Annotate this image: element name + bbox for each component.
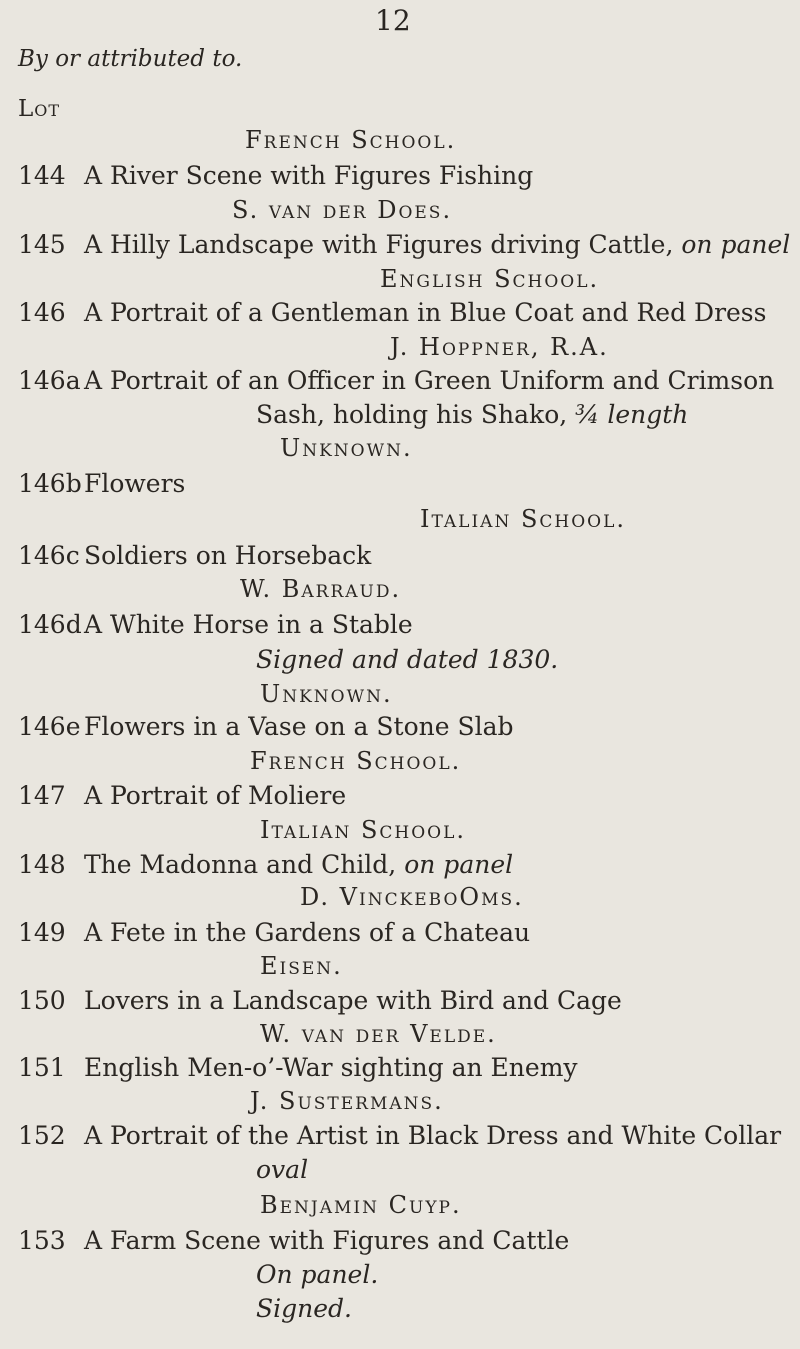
artist-attribution: Italian School.	[260, 816, 467, 844]
artist-attribution: Unknown.	[280, 434, 413, 462]
lot-title-text: Flowers in a Vase on a Stone Slab	[84, 712, 514, 741]
lot-number: 152	[18, 1121, 66, 1150]
lot-number: 149	[18, 918, 66, 947]
artist-attribution: Unknown.	[260, 680, 393, 708]
artist-attribution: J. Hoppner, R.A.	[390, 333, 609, 361]
lot-title	[84, 230, 790, 259]
lot-title	[84, 781, 346, 810]
artist-attribution: Benjamin Cuyp.	[260, 1191, 462, 1219]
lot-title	[84, 1121, 781, 1150]
lot-title	[84, 1053, 578, 1082]
artist-attribution: French School.	[250, 747, 462, 775]
lot-title-text: A Fete in the Gardens of a Chateau	[84, 918, 531, 947]
lot-number: 146b	[18, 469, 82, 498]
lot-number: 146d	[18, 610, 82, 639]
lot-title	[84, 986, 622, 1015]
artist-attribution: W. Barraud.	[240, 575, 402, 603]
lot-note: ¾ length	[567, 400, 689, 429]
lot-number: 148	[18, 850, 66, 879]
annotation-text: Signed and dated 1830.	[256, 645, 559, 674]
artist-attribution: J. Sustermans.	[250, 1087, 444, 1115]
lot-title-text: Flowers	[84, 469, 186, 498]
lot-column-header: Lot	[18, 96, 61, 122]
lot-title	[84, 1226, 569, 1255]
lot-title	[84, 469, 185, 498]
annotation-text: Signed.	[256, 1294, 352, 1323]
lot-title	[84, 610, 413, 639]
lot-title-text: Soldiers on Horseback	[84, 541, 372, 570]
lot-title	[84, 712, 514, 741]
artist-attribution: W. van der Velde.	[260, 1020, 497, 1048]
lot-number: 144	[18, 161, 66, 190]
continuation-text: Sash, holding his Shako,	[256, 400, 568, 429]
artist-attribution: English School.	[380, 265, 600, 293]
lot-title-text: A White Horse in a Stable	[84, 610, 413, 639]
lot-number: 146	[18, 298, 66, 327]
lot-title-text: A Portrait of a Gentleman in Blue Coat and Red Dress	[84, 298, 767, 327]
lot-title-continuation	[256, 400, 688, 429]
lot-number: 145	[18, 230, 66, 259]
lot-note: on panel	[673, 230, 791, 259]
lot-title-text: English Men-o’-War sighting an Enemy	[84, 1053, 578, 1082]
lot-number: 153	[18, 1226, 66, 1255]
lot-title	[84, 298, 766, 327]
artist-attribution: S. van der Does.	[232, 196, 453, 224]
intro-heading: By or attributed to.	[18, 46, 243, 72]
artist-attribution: D. VinckeboOms.	[300, 883, 524, 911]
lot-number: 146a	[18, 366, 81, 395]
lot-title	[84, 850, 513, 879]
lot-title-text: A Portrait of the Artist in Black Dress and White Collar	[84, 1121, 782, 1150]
lot-title	[84, 918, 530, 947]
lot-number: 150	[18, 986, 66, 1015]
lot-number: 146c	[18, 541, 80, 570]
annotation-text: On panel.	[256, 1260, 379, 1289]
lot-number: 147	[18, 781, 66, 810]
lot-title	[84, 161, 533, 190]
lot-title-text: A River Scene with Figures Fishing	[84, 161, 534, 190]
annotation-text: oval	[256, 1155, 309, 1184]
lot-title	[84, 541, 371, 570]
page-number: 12	[375, 4, 411, 37]
lot-number: 151	[18, 1053, 66, 1082]
artist-attribution: Eisen.	[260, 952, 343, 980]
lot-title-text: A Portrait of Moliere	[84, 781, 347, 810]
lot-title-text: The Madonna and Child,	[84, 850, 397, 879]
artist-attribution: Italian School.	[420, 505, 627, 533]
lot-note: on panel	[396, 850, 514, 879]
lot-title-text: A Hilly Landscape with Figures driving Cattle,	[84, 230, 674, 259]
lot-title-text: A Portrait of an Officer in Green Uniform and Crimson	[84, 366, 775, 395]
lot-title-text: A Farm Scene with Figures and Cattle	[84, 1226, 570, 1255]
artist-attribution: French School.	[245, 126, 457, 154]
lot-title-text: Lovers in a Landscape with Bird and Cage	[84, 986, 622, 1015]
lot-number: 146e	[18, 712, 81, 741]
lot-title	[84, 366, 774, 395]
